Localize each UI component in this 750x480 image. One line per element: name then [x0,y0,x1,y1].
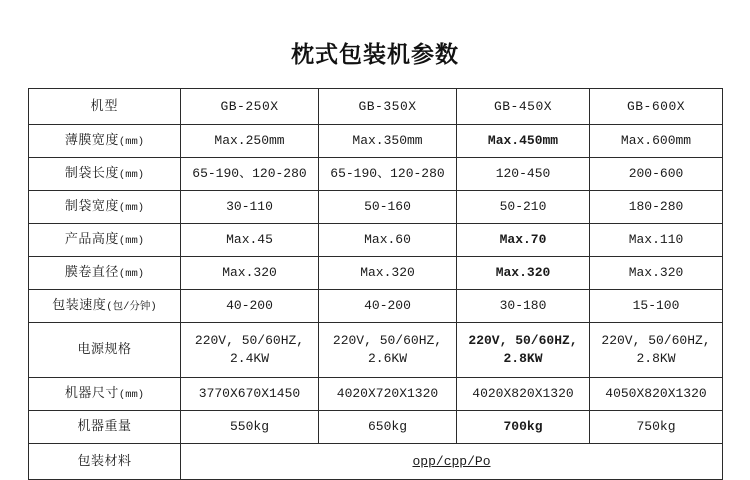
row-label-text: 膜卷直径 [64,265,119,281]
row-label-unit: (mm) [118,389,145,402]
cell-value: Max.320 [319,257,457,290]
row-label-unit: (mm) [118,136,145,149]
cell-value: 30-180 [457,290,590,323]
cell-value: Max.450mm [457,125,590,158]
cell-value: Max.320 [457,257,590,290]
row-label-text: 电源规格 [77,342,132,358]
row-label-text: 包装速度 [52,298,107,314]
row-label-unit: (mm) [118,268,145,281]
cell-value: 30-110 [181,191,319,224]
cell-value: 220V, 50/60HZ, 2.8KW [457,323,590,378]
cell-value: Max.350mm [319,125,457,158]
row-label-text: 机器重量 [77,419,132,435]
row-label-unit: (mm) [118,202,145,215]
cell-value: 50-160 [319,191,457,224]
row-label-unit: (mm) [118,235,145,248]
column-header-gb600x: GB-600X [590,89,723,125]
cell-value: Max.600mm [590,125,723,158]
cell-value: 3770X670X1450 [181,378,319,411]
row-label-packing-speed [29,290,181,323]
cell-value: 50-210 [457,191,590,224]
table-footer-row [29,444,723,480]
table-row [29,224,723,257]
cell-value: 750kg [590,411,723,444]
cell-value: Max.320 [590,257,723,290]
row-label-packing-material: 包装材料 [29,444,181,480]
cell-value: 650kg [319,411,457,444]
cell-value: 40-200 [181,290,319,323]
table-row [29,125,723,158]
cell-value: 220V, 50/60HZ, 2.4KW [181,323,319,378]
cell-value: Max.60 [319,224,457,257]
row-label-film-width [29,125,181,158]
cell-value: 65-190、120-280 [319,158,457,191]
row-label-text: 制袋宽度 [64,199,119,215]
row-label-machine-size [29,378,181,411]
table-row [29,257,723,290]
row-label-roll-diameter [29,257,181,290]
cell-value: Max.70 [457,224,590,257]
column-header-gb350x: GB-350X [319,89,457,125]
table-row [29,323,723,378]
cell-value: 40-200 [319,290,457,323]
row-label-unit: (包/分钟) [106,301,157,314]
cell-value: Max.250mm [181,125,319,158]
cell-value: 700kg [457,411,590,444]
row-label-product-height [29,224,181,257]
page-title: 枕式包装机参数 [291,41,459,67]
table-header-row [29,89,723,125]
table-row [29,378,723,411]
column-header-gb450x: GB-450X [457,89,590,125]
table-row [29,290,723,323]
cell-value: 220V, 50/60HZ, 2.8KW [590,323,723,378]
cell-value: 4020X820X1320 [457,378,590,411]
cell-value: 65-190、120-280 [181,158,319,191]
cell-value: 15-100 [590,290,723,323]
cell-value: 550kg [181,411,319,444]
table-row [29,191,723,224]
row-label-text: 薄膜宽度 [64,133,119,149]
cell-value: 4020X720X1320 [319,378,457,411]
row-label-text: 制袋长度 [64,166,119,182]
cell-value: Max.45 [181,224,319,257]
column-header-gb250x: GB-250X [181,89,319,125]
row-label-power-spec [29,323,181,378]
cell-value: 200-600 [590,158,723,191]
row-label-text: 产品高度 [64,232,119,248]
cell-value: Max.320 [181,257,319,290]
row-label-bag-length [29,158,181,191]
row-label-text: 机器尺寸 [64,386,119,402]
cell-value: 220V, 50/60HZ, 2.6KW [319,323,457,378]
row-label-unit: (mm) [118,169,145,182]
cell-packing-material-value: opp/cpp/Po [181,444,723,480]
column-header-model: 机型 [29,89,181,125]
row-label-bag-width [29,191,181,224]
cell-value: 120-450 [457,158,590,191]
cell-value: Max.110 [590,224,723,257]
spec-table [28,88,723,480]
table-row [29,158,723,191]
cell-value: 180-280 [590,191,723,224]
spec-table-container [28,88,722,480]
cell-value: 4050X820X1320 [590,378,723,411]
